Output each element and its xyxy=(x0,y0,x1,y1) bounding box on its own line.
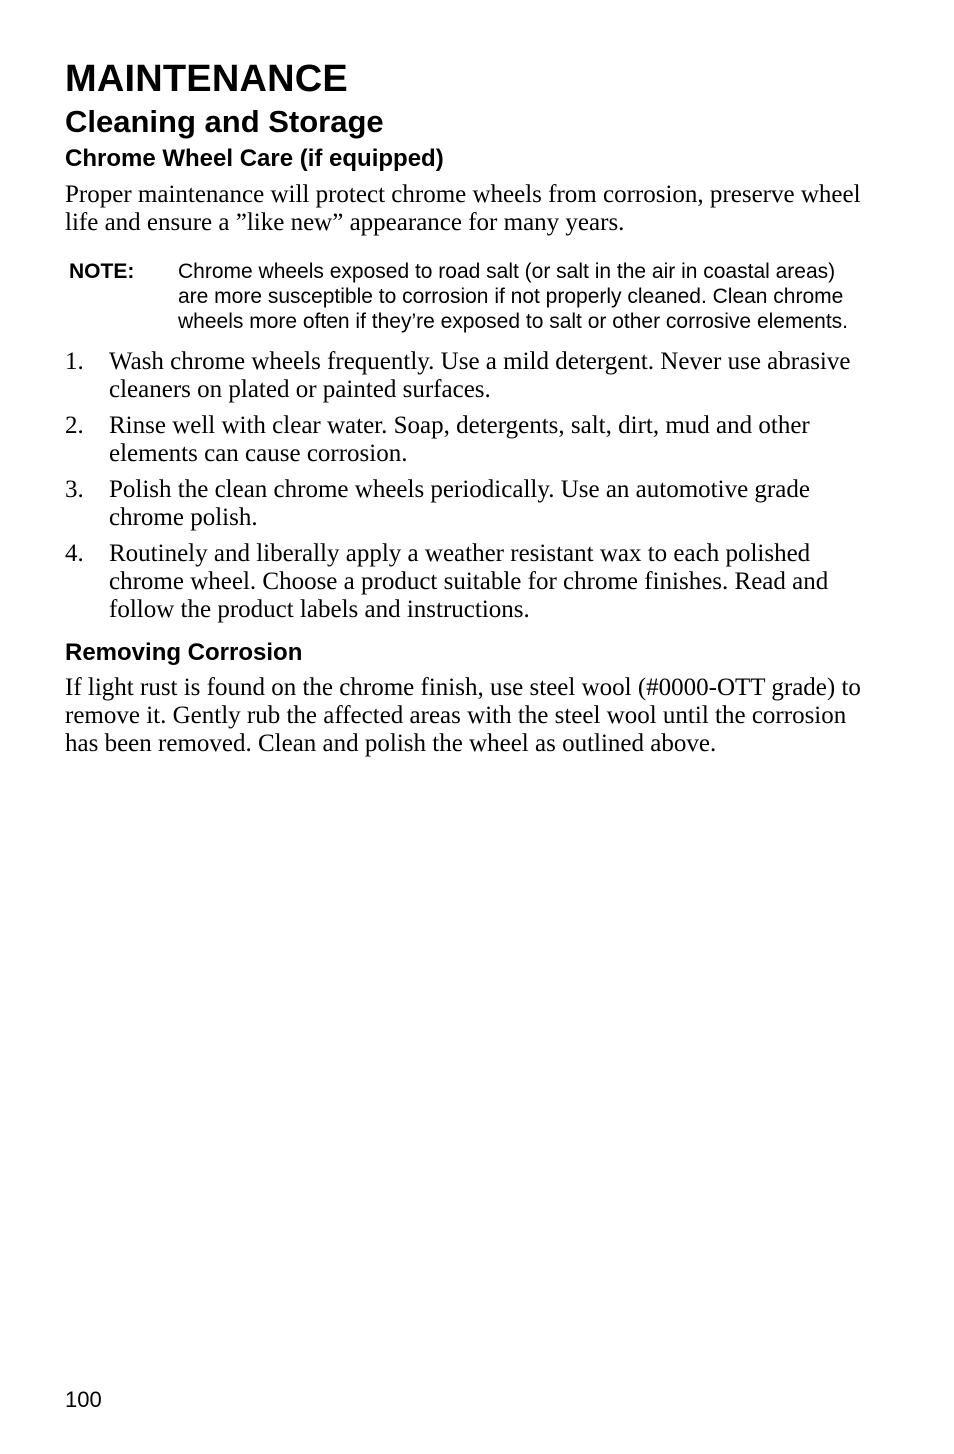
page-content xyxy=(65,58,865,758)
list-item xyxy=(65,540,865,624)
step-number: 4. xyxy=(65,540,84,567)
page-number: 100 xyxy=(65,1387,102,1412)
step-text: Routinely and liberally apply a weather resistant wax to each polished chrome wheel. Choose a product suitable for chrome finishes. Read and follow the product labels and instructions. xyxy=(109,540,829,623)
step-number: 2. xyxy=(65,412,84,439)
note-label: NOTE: xyxy=(69,260,135,283)
step-number: 3. xyxy=(65,476,84,503)
list-item xyxy=(65,348,865,404)
corrosion-paragraph: If light rust is found on the chrome finish, use steel wool (#0000-OTT grade) to remove it. Gently rub the affected areas with the steel wool until the corrosion has been removed. Clean and polish the wheel as outlined above. xyxy=(65,674,861,757)
subsection-title-removing-corrosion: Removing Corrosion xyxy=(65,639,303,666)
subsection-title-chrome-wheel-care: Chrome Wheel Care (if equipped) xyxy=(65,145,444,172)
steps-list xyxy=(65,348,865,624)
section-title: Cleaning and Storage xyxy=(65,104,384,139)
note-block xyxy=(69,259,865,334)
note-text: Chrome wheels exposed to road salt (or salt in the air in coastal areas) are more susceptible to corrosion if not properly cleaned. Clean chrome wheels more often if they’re exposed to salt or other corrosive elements. xyxy=(178,260,848,333)
chapter-title: MAINTENANCE xyxy=(65,58,348,100)
list-item xyxy=(65,412,865,468)
intro-paragraph: Proper maintenance will protect chrome wheels from corrosion, preserve wheel life and ensure a ”like new” appearance for many years. xyxy=(65,181,861,236)
list-item xyxy=(65,476,865,532)
step-text: Rinse well with clear water. Soap, detergents, salt, dirt, mud and other elements can cause corrosion. xyxy=(109,412,810,467)
step-number: 1. xyxy=(65,348,84,375)
step-text: Wash chrome wheels frequently. Use a mild detergent. Never use abrasive cleaners on plated or painted surfaces. xyxy=(109,348,851,403)
step-text: Polish the clean chrome wheels periodically. Use an automotive grade chrome polish. xyxy=(109,476,810,531)
